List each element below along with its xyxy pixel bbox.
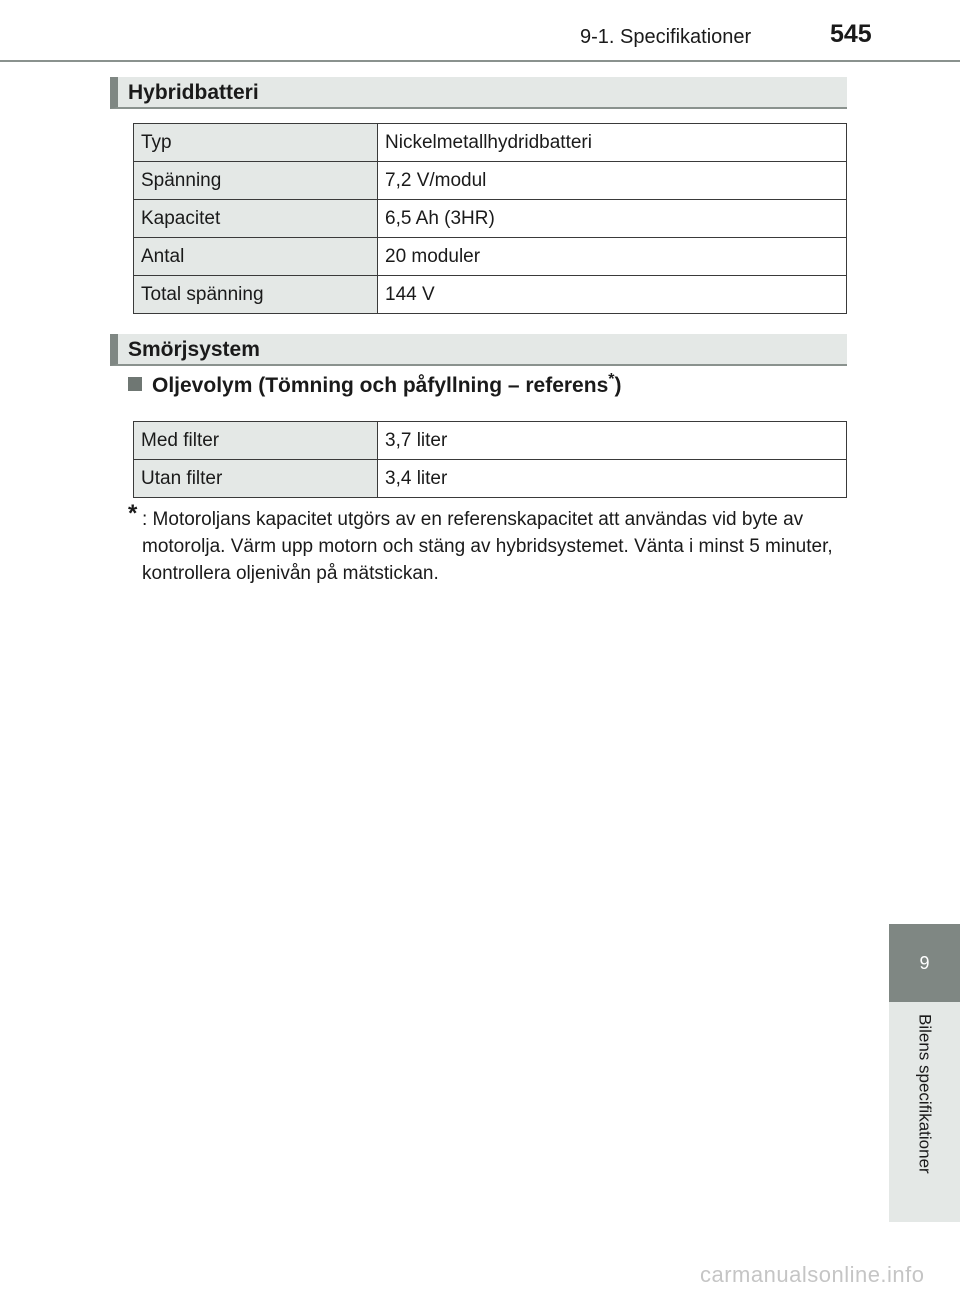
page-number: 545	[830, 20, 872, 48]
spec-value: 7,2 V/modul	[378, 162, 847, 200]
spec-key: Med filter	[134, 422, 378, 460]
chapter-title-tab	[889, 1002, 960, 1222]
spec-key: Utan filter	[134, 460, 378, 498]
oil-volume-heading	[128, 371, 622, 398]
spec-key: Typ	[134, 124, 378, 162]
oil-volume-table	[133, 421, 847, 498]
hybrid-battery-table	[133, 123, 847, 314]
spec-key: Antal	[134, 238, 378, 276]
spec-value: 3,4 liter	[378, 460, 847, 498]
spec-key: Spänning	[134, 162, 378, 200]
footnote-asterisk: *	[128, 500, 138, 527]
square-bullet-icon	[128, 377, 142, 391]
table-row	[134, 124, 847, 162]
watermark: carmanualsonline.info	[700, 1262, 925, 1287]
spec-value: 3,7 liter	[378, 422, 847, 460]
chapter-number: 9	[919, 952, 930, 973]
spec-value: 144 V	[378, 276, 847, 314]
oil-volume-heading-close: )	[614, 374, 622, 397]
header-section-title: 9-1. Specifikationer	[580, 26, 752, 48]
table-row	[134, 460, 847, 498]
table-row	[134, 276, 847, 314]
chapter-number-tab	[889, 924, 960, 1002]
header-rule	[0, 60, 960, 62]
footnote	[128, 500, 848, 587]
table-row	[134, 200, 847, 238]
section-heading-hybrid-battery: Hybridbatteri	[110, 77, 847, 109]
table-row	[134, 422, 847, 460]
spec-value: 6,5 Ah (3HR)	[378, 200, 847, 238]
spec-key: Total spänning	[134, 276, 378, 314]
footnote-text: : Motoroljans kapacitet utgörs av en referenskapacitet att användas vid byte av motorolja. Värm upp motorn och stäng av hybridsystemet. Vänta i minst 5 minuter, kontrollera oljenivån på mätstickan.	[142, 509, 833, 584]
chapter-title: Bilens specifikationer	[915, 1014, 935, 1174]
spec-value: Nickelmetallhydridbatteri	[378, 124, 847, 162]
table-row	[134, 162, 847, 200]
spec-value: 20 moduler	[378, 238, 847, 276]
asterisk-mark: *	[608, 371, 615, 388]
spec-key: Kapacitet	[134, 200, 378, 238]
table-row	[134, 238, 847, 276]
section-heading-lubrication: Smörjsystem	[110, 334, 847, 366]
oil-volume-heading-text: Oljevolym (Tömning och påfyllning – referens	[152, 374, 609, 397]
